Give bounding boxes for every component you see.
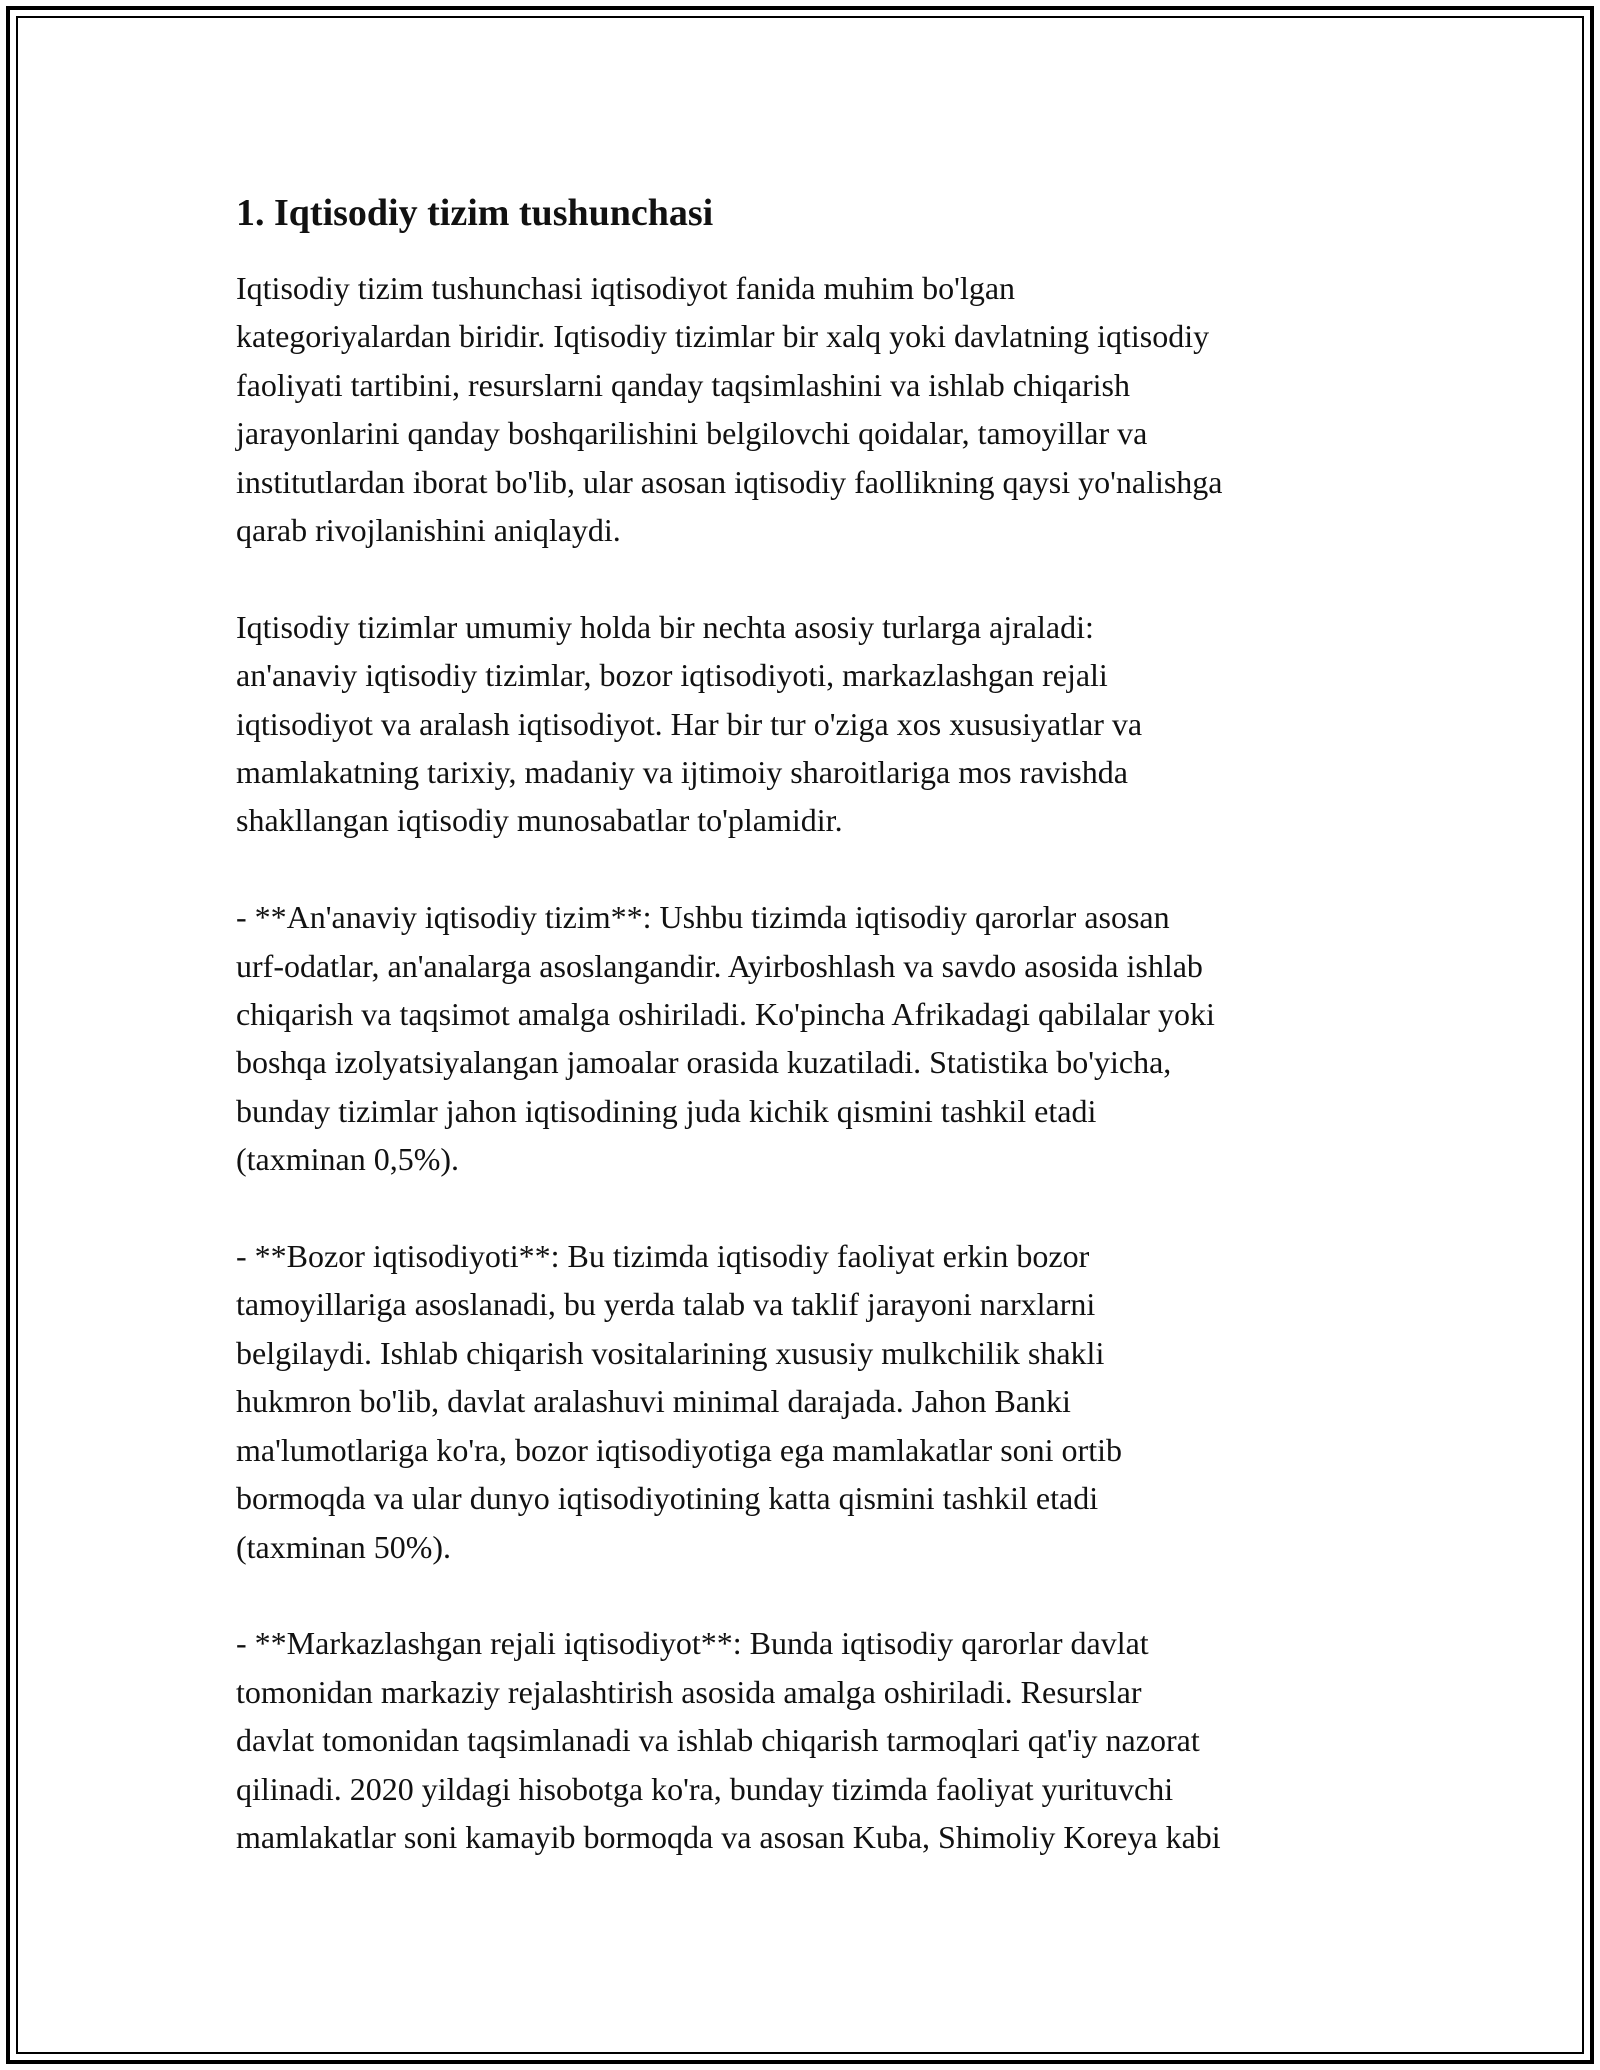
- paragraph-traditional: - **An'anaviy iqtisodiy tizim**: Ushbu tizimda iqtisodiy qarorlar asosan urf-odatlar, an'analarga asoslangandir. Ayirboshlash va savdo asosida ishlab chiqarish va taqsimot amalga oshiriladi. Ko'pincha Afrikadagi qabilalar yoki boshqa izolyatsiyalangan jamoalar orasida kuzatiladi. Statistika bo'yicha, bunday tizimlar jahon iqtisodining juda kichik qismini tashkil etadi (taxminan 0,5%).: [236, 899, 1215, 1178]
- document-body: [236, 186, 1376, 1910]
- paragraph-types: Iqtisodiy tizimlar umumiy holda bir nechta asosiy turlarga ajraladi: an'anaviy iqtisodiy tizimlar, bozor iqtisodiyoti, markazlashgan rejali iqtisodiyot va aralash iqtisodiyot. Har bir tur o'ziga xos xususiyatlar va mamlakatning tarixiy, madaniy va ijtimoiy sharoitlariga mos ravishda shakllangan iqtisodiy munosabatlar to'plamidir.: [236, 608, 1143, 839]
- paragraph-planned: - **Markazlashgan rejali iqtisodiyot**: Bunda iqtisodiy qarorlar davlat tomonidan markaziy rejalashtirish asosida amalga oshiriladi. Resurslar davlat tomonidan taqsimlanadi va ishlab chiqarish tarmoqlari qat'iy nazorat qilinadi. 2020 yildagi hisobotga ko'ra, bunday tizimda faoliyat yurituvchi mamlakatlar soni kamayib bormoqda va asosan Kuba, Shimoliy Koreya kabi: [236, 1625, 1221, 1855]
- paragraph-intro: Iqtisodiy tizim tushunchasi iqtisodiyot fanida muhim bo'lgan kategoriyalardan biridir. Iqtisodiy tizimlar bir xalq yoki davlatning iqtisodiy faoliyati tartibini, resurslarni qanday taqsimlashini va ishlab chiqarish jarayonlarini qanday boshqarilishini belgilovchi qoidalar, tamoyillar va institutlardan iborat bo'lib, ular asosan iqtisodiy faollikning qaysi yo'nalishga qarab rivojlanishini aniqlaydi.: [236, 270, 1223, 549]
- section-heading: 1. Iqtisodiy tizim tushunchasi: [236, 192, 714, 234]
- paragraph-market: - **Bozor iqtisodiyoti**: Bu tizimda iqtisodiy faoliyat erkin bozor tamoyillariga asoslanadi, bu yerda talab va taklif jarayoni narxlarni belgilaydi. Ishlab chiqarish vositalarining xususiy mulkchilik shakli hukmron bo'lib, davlat aralashuvi minimal darajada. Jahon Banki ma'lumotlariga ko'ra, bozor iqtisodiyotiga ega mamlakatlar soni ortib bormoqda va ular dunyo iqtisodiyotining katta qismini tashkil etadi (taxminan 50%).: [236, 1238, 1122, 1565]
